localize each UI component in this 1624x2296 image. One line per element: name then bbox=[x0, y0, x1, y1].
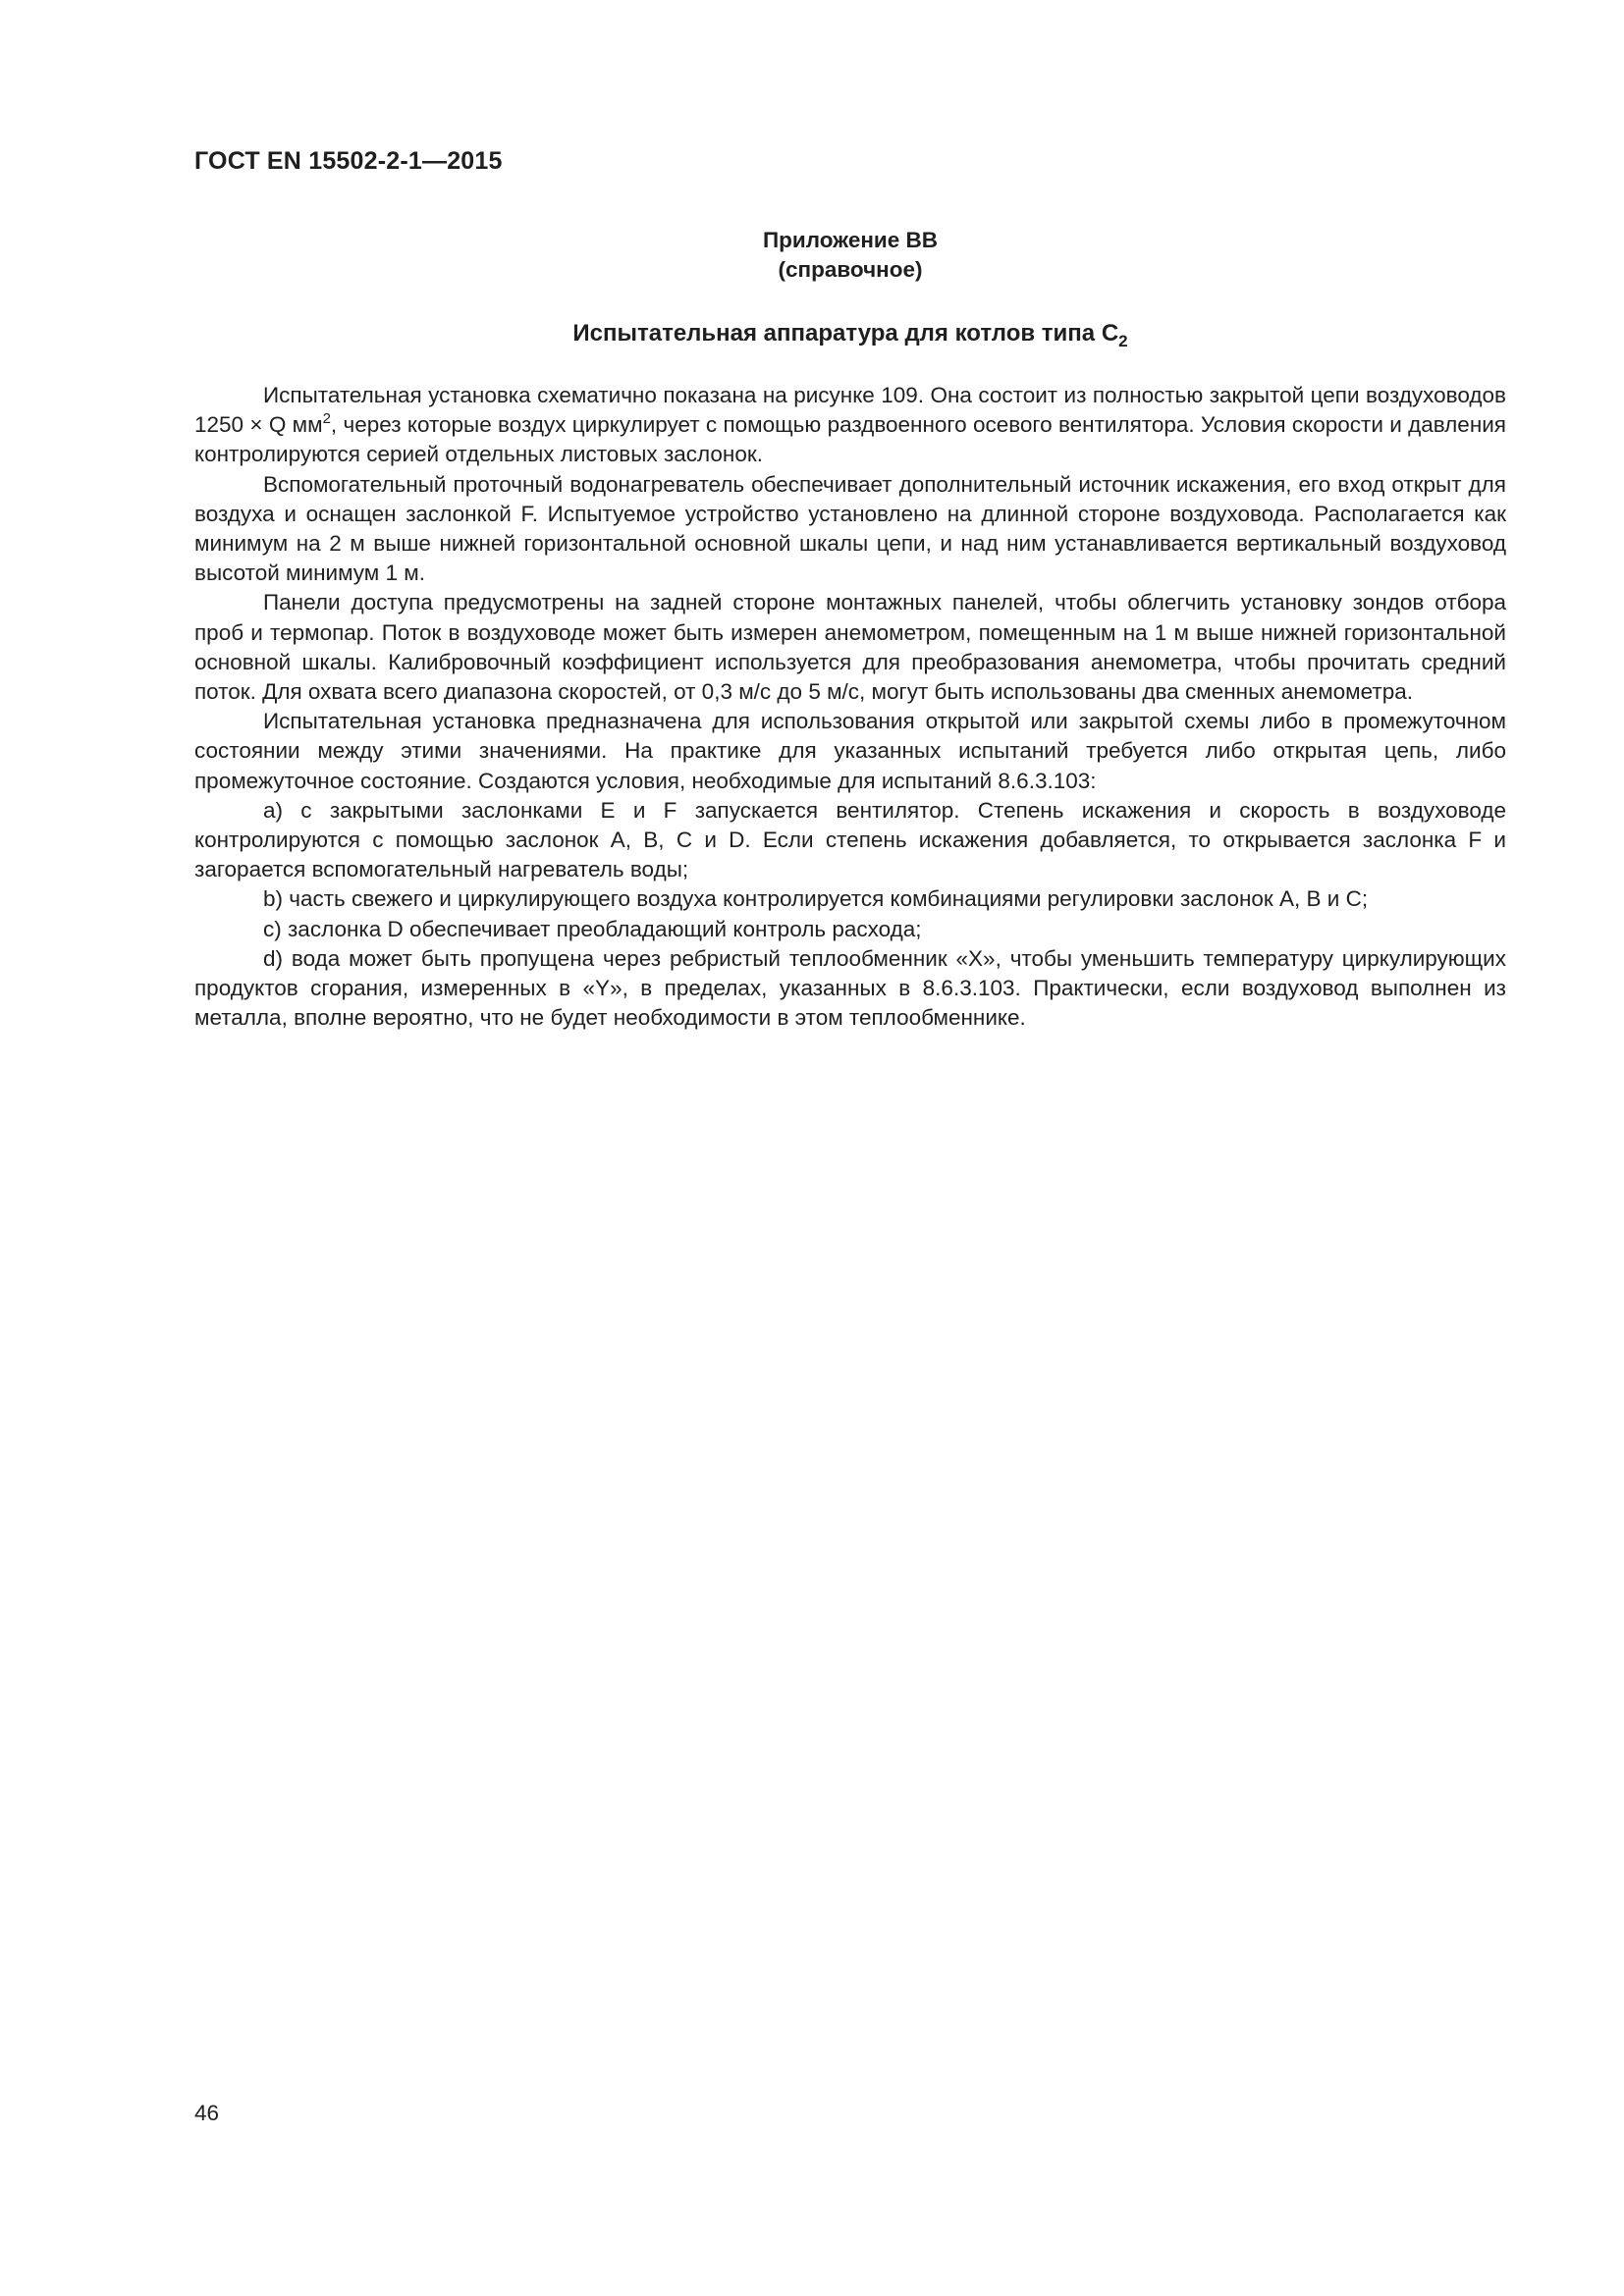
paragraph-1-part-1: Испытательная установка схематично показана на рисунке 109. Она состоит из полностью закрытой цепи воздуховодов 1250 × Q мм bbox=[194, 383, 1506, 438]
list-item-b: b) часть свежего и циркулирующего воздуха контролируется комбинациями регулировки заслонок A, B и C; bbox=[263, 886, 1369, 912]
list-item-c: c) заслонка D обеспечивает преобладающий контроль расхода; bbox=[263, 916, 922, 941]
list-item-a: а) с закрытыми заслонками E и F запускается вентилятор. Степень искажения и скорость в воздуховоде контролируются с помощью заслонок A, B, C и D. Если степень искажения добавляется, то открывается заслонка F и загорается вспомогательный нагреватель воды; bbox=[194, 797, 1506, 882]
list-item-d: d) вода может быть пропущена через ребристый теплообменник «X», чтобы уменьшить температуру циркулирующих продуктов сгорания, измеренных в «Y», в пределах, указанных в 8.6.3.103. Практически, если воздуховод выполнен из металла, вполне вероятно, что не будет необходимости в этом теплообменнике. bbox=[194, 945, 1506, 1031]
paragraph-1 bbox=[194, 381, 1506, 470]
page-number: 46 bbox=[194, 2101, 220, 2125]
paragraph-1-part-2: , через которые воздух циркулирует с помощью раздвоенного осевого вентилятора. Условия скорости и давления контролируются серией отдельных листовых заслонок. bbox=[194, 412, 1506, 467]
annex-label: Приложение ВВ bbox=[762, 228, 939, 252]
annex-status: (справочное) bbox=[778, 257, 923, 282]
annex-title bbox=[194, 318, 1506, 349]
standard-code-header: ГОСТ EN 15502-2-1—2015 bbox=[194, 147, 503, 175]
paragraph-4: Испытательная установка предназначена для использования открытой или закрытой схемы либо в промежуточном состоянии между этими значениями. На практике для указанных испытаний требуется либо открытая цепь, либо промежуточное состояние. Создаются условия, необходимые для испытаний 8.6.3.103: bbox=[194, 709, 1506, 793]
paragraph-2: Вспомогательный проточный водонагреватель обеспечивает дополнительный источник искажения, его вход открыт для воздуха и оснащен заслонкой F. Испытуемое устройство установлено на длинной стороне воздуховода. Располагается как минимум на 2 м выше нижней горизонтальной основной шкалы цепи, и над ним устанавливается вертикальный воздуховод высотой минимум 1 м. bbox=[194, 471, 1506, 586]
annex-title-text: Испытательная аппаратура для котлов типа С bbox=[572, 320, 1119, 347]
annex-title-subscript: 2 bbox=[1118, 332, 1128, 350]
paragraph-1-superscript: 2 bbox=[322, 410, 331, 428]
body-text bbox=[194, 381, 1506, 1033]
annex-heading bbox=[194, 226, 1506, 285]
paragraph-3: Панели доступа предусмотрены на задней стороне монтажных панелей, чтобы облегчить установку зондов отбора проб и термопар. Поток в воздуховоде может быть измерен анемометром, помещенным на 1 м выше нижней горизонтальной основной шкалы. Калибровочный коэффициент используется для преобразования анемометра, чтобы прочитать средний поток. Для охвата всего диапазона скоростей, от 0,3 м/с до 5 м/с, могут быть использованы два сменных анемометра. bbox=[194, 590, 1506, 705]
